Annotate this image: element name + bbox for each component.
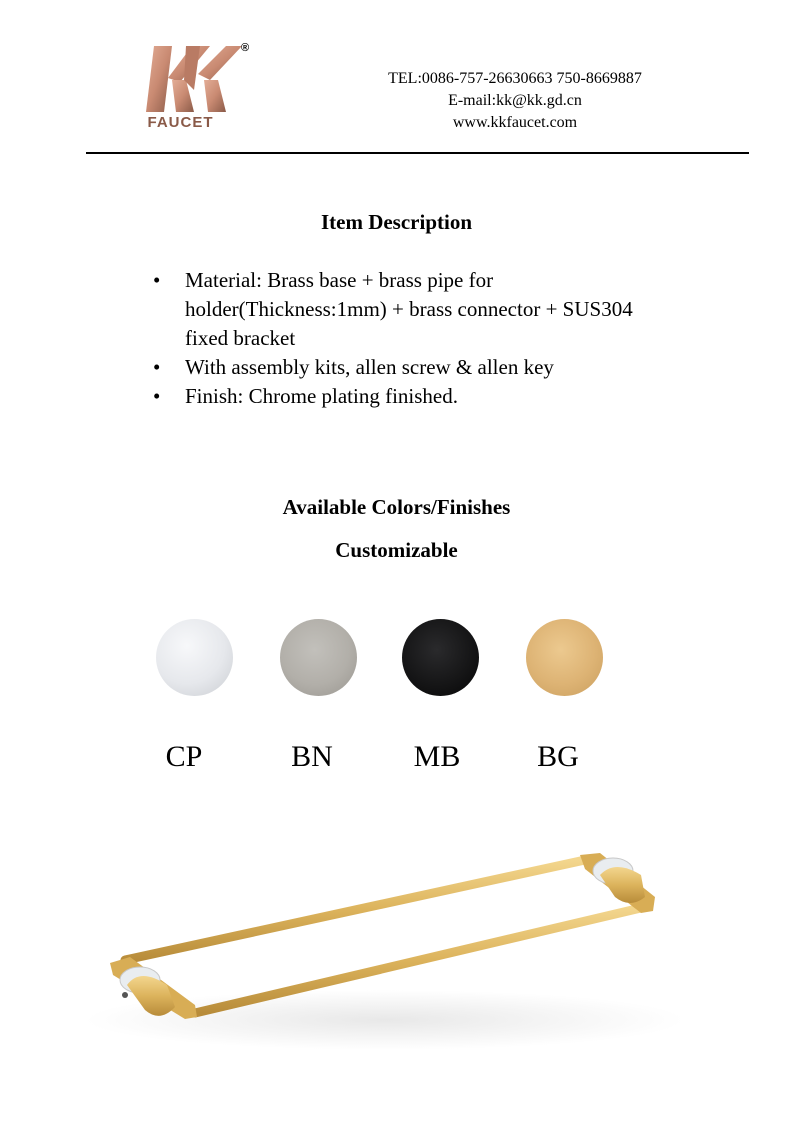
bullet-icon: • — [153, 355, 161, 379]
towel-bar-illustration — [85, 835, 705, 1065]
description-item-text: Finish: Chrome plating finished. — [185, 384, 458, 408]
registered-mark: ® — [241, 42, 250, 54]
description-item — [153, 266, 633, 353]
logo-wordmark: FAUCET — [147, 114, 214, 131]
product-image — [85, 835, 705, 1065]
contact-website: www.kkfaucet.com — [452, 114, 578, 131]
contact-phone: TEL:0086-757-26630663 750-8669887 — [388, 70, 642, 87]
swatch-label-bn: BN — [291, 740, 333, 773]
swatch-bg — [526, 619, 603, 696]
description-list — [153, 266, 633, 411]
description-item — [153, 382, 633, 411]
description-item-text: Material: Brass base + brass pipe for holder(Thickness:1mm) + brass connector + SUS304 fixed bracket — [185, 268, 633, 350]
finishes-title: Available Colors/Finishes — [282, 495, 511, 519]
swatch-mb — [402, 619, 479, 696]
header-divider — [86, 152, 749, 154]
description-item — [153, 353, 633, 382]
contact-block — [360, 68, 670, 134]
swatch-label-bg: BG — [537, 740, 579, 773]
swatch-bn — [280, 619, 357, 696]
finishes-subtitle: Customizable — [335, 538, 458, 562]
description-item-text: With assembly kits, allen screw & allen key — [185, 355, 554, 379]
item-description-title: Item Description — [320, 210, 473, 234]
swatch-label-mb: MB — [413, 740, 461, 773]
swatch-cp — [156, 619, 233, 696]
swatch-label-cp: CP — [165, 740, 203, 773]
bullet-icon: • — [153, 268, 161, 292]
bullet-icon: • — [153, 384, 161, 408]
contact-email: E-mail:kk@kk.gd.cn — [448, 92, 582, 109]
